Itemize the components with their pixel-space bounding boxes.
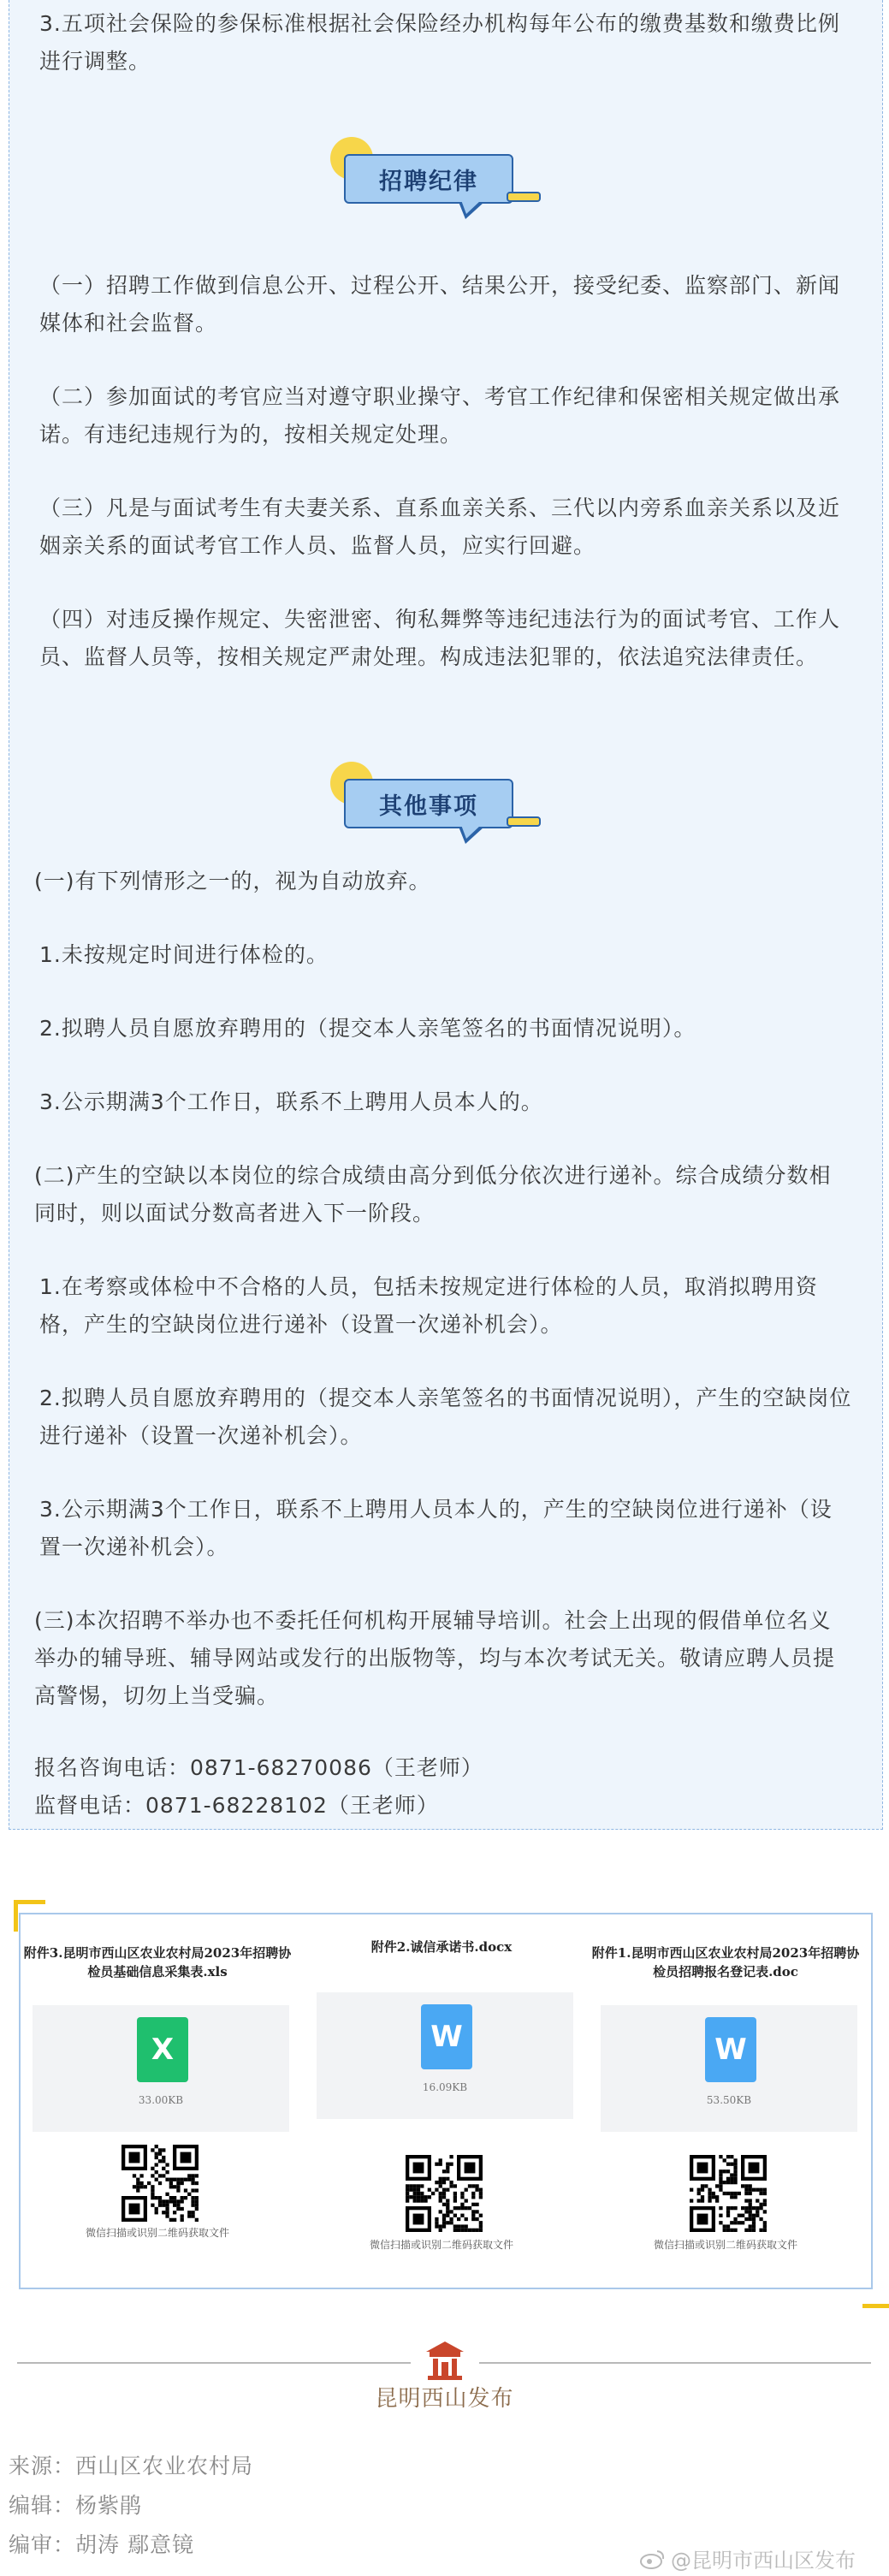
qr-code-icon[interactable] <box>690 2155 767 2232</box>
discipline-paragraph-2: （二）参加面试的考官应当对遵守职业操守、考官工作纪律和保密相关规定做出承诺。有违纪违规行为的，按相关规定处理。 <box>39 384 841 447</box>
other-paragraph-3: 2.拟聘人员自愿放弃聘用的（提交本人亲笔签名的书面情况说明）。 <box>39 1016 696 1041</box>
other-paragraph-8: 3.公示期满3个工作日，联系不上聘用人员本人的，产生的空缺岗位进行递补（设置一次递补机会）。 <box>39 1497 833 1559</box>
reviewer-credit: 编审：胡涛 鄢意镜 <box>9 2532 194 2557</box>
attachment-preview[interactable] <box>33 2005 289 2132</box>
word-file-icon: W <box>705 2017 756 2082</box>
qr-code-icon[interactable] <box>121 2145 199 2222</box>
section-title-other <box>330 762 536 856</box>
watermark-text: @昆明市西山区发布 <box>671 2549 856 2573</box>
section-title-discipline <box>330 137 536 231</box>
footer-divider <box>479 2362 871 2364</box>
other-paragraph-4: 3.公示期满3个工作日，联系不上聘用人员本人的。 <box>39 1089 543 1114</box>
source-credit: 来源：西山区农业农村局 <box>9 2454 254 2478</box>
section-title-label: 其他事项 <box>344 779 513 828</box>
discipline-paragraph-4: （四）对违反操作规定、失密泄密、徇私舞弊等违纪违法行为的面试考官、工作人员、监督人员等，按相关规定严肃处理。构成违法犯罪的，依法追究法律责任。 <box>39 607 841 669</box>
attachment-name: 附件1.昆明市西山区农业农村局2023年招聘协检员招聘报名登记表.doc <box>591 1945 860 1979</box>
qr-caption: 微信扫描或识别二维码获取文件 <box>85 2227 229 2239</box>
contact-phone: 报名咨询电话：0871-68270086（王老师） <box>34 1755 483 1780</box>
intro-paragraph: 3.五项社会保险的参保标准根据社会保险经办机构每年公布的缴费基数和缴费比例进行调整。 <box>39 11 840 74</box>
attachment-preview[interactable] <box>317 1992 573 2119</box>
other-paragraph-5: (二)产生的空缺以本岗位的综合成绩由高分到低分依次进行递补。综合成绩分数相同时，则以面试分数高者进入下一阶段。 <box>34 1163 832 1226</box>
qr-code-icon[interactable] <box>406 2155 483 2232</box>
file-size: 16.09KB <box>422 2081 468 2093</box>
pavilion-logo-icon <box>421 2336 469 2384</box>
other-paragraph-6: 1.在考察或体检中不合格的人员，包括未按规定进行体检的人员，取消拟聘用资格，产生的空缺岗位进行递补（设置一次递补机会）。 <box>39 1274 818 1337</box>
supervise-phone: 监督电话：0871-68228102（王老师） <box>34 1793 439 1818</box>
file-size: 33.00KB <box>138 2094 184 2106</box>
account-name[interactable]: 昆明西山发布 <box>375 2386 514 2412</box>
footer-divider <box>17 2362 411 2364</box>
attachment-card-3[interactable] <box>21 1924 294 2239</box>
other-paragraph-2: 1.未按规定时间进行体检的。 <box>39 942 329 967</box>
other-paragraph-1: (一)有下列情形之一的，视为自动放弃。 <box>34 869 431 893</box>
discipline-paragraph-1: （一）招聘工作做到信息公开、过程公开、结果公开，接受纪委、监察部门、新闻媒体和社会监督。 <box>39 273 841 335</box>
word-file-icon: W <box>421 2004 472 2069</box>
frame-corner <box>862 2276 889 2308</box>
attachment-name: 附件2.诚信承诺书.docx <box>370 1939 513 1955</box>
attachment-preview[interactable] <box>601 2005 857 2132</box>
other-paragraph-7: 2.拟聘人员自愿放弃聘用的（提交本人亲笔签名的书面情况说明），产生的空缺岗位进行递补（设置一次递补机会）。 <box>39 1386 852 1448</box>
editor-credit: 编辑：杨紫鹃 <box>9 2493 143 2518</box>
weibo-watermark <box>640 2543 856 2573</box>
attachment-card-2[interactable] <box>305 1924 578 2251</box>
qr-caption: 微信扫描或识别二维码获取文件 <box>653 2239 797 2251</box>
file-size: 53.50KB <box>706 2094 752 2106</box>
weibo-icon <box>640 2549 666 2569</box>
attachment-card-1[interactable] <box>589 1924 862 2251</box>
discipline-paragraph-3: （三）凡是与面试考生有夫妻关系、直系血亲关系、三代以内旁系血亲关系以及近姻亲关系的面试考官工作人员、监督人员，应实行回避。 <box>39 496 841 558</box>
qr-caption: 微信扫描或识别二维码获取文件 <box>369 2239 513 2251</box>
section-title-label: 招聘纪律 <box>344 154 513 204</box>
other-paragraph-9: (三)本次招聘不举办也不委托任何机构开展辅导培训。社会上出现的假借单位名义举办的辅导班、辅导网站或发行的出版物等，均与本次考试无关。敬请应聘人员提高警惕，切勿上当受骗。 <box>34 1608 836 1708</box>
excel-file-icon: X <box>137 2017 188 2082</box>
attachment-name: 附件3.昆明市西山区农业农村局2023年招聘协检员基础信息采集表.xls <box>23 1945 292 1979</box>
